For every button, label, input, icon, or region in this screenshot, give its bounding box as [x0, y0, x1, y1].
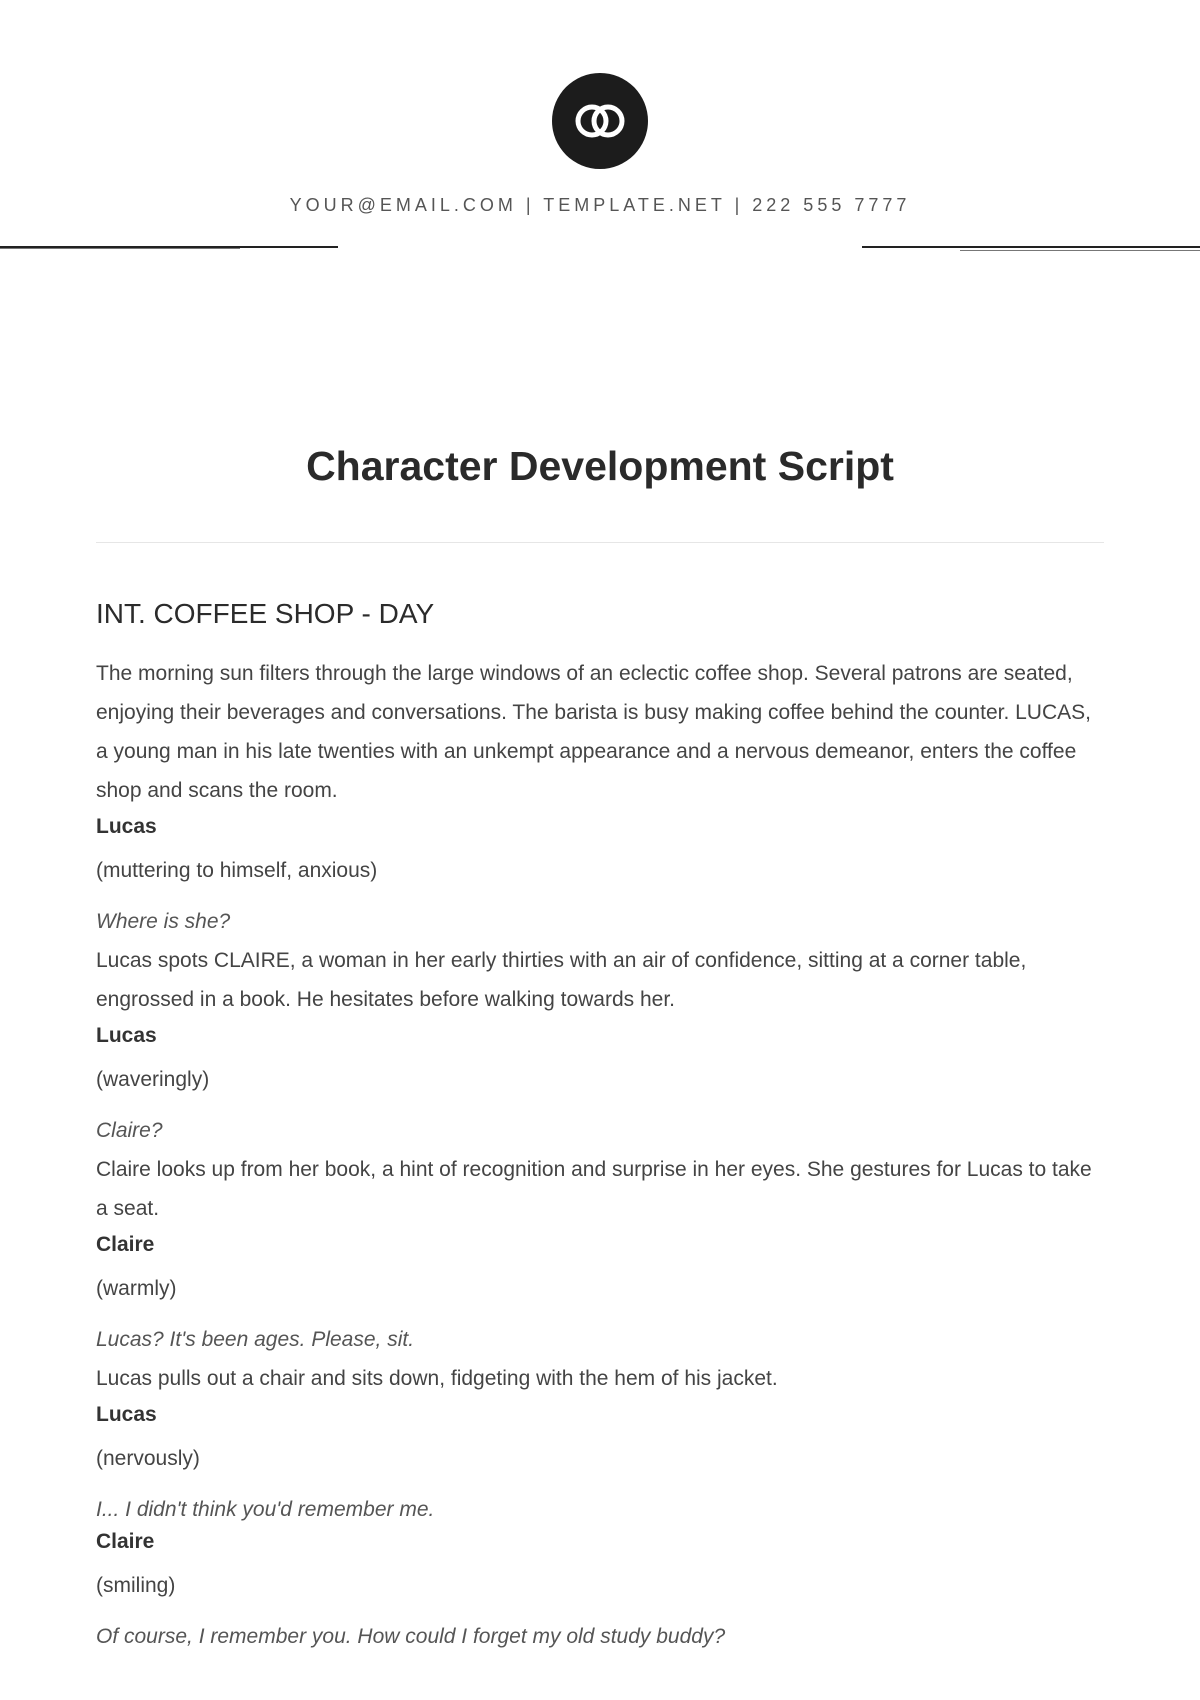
interlocked-rings-logo-icon	[552, 73, 648, 169]
character-name: Lucas	[96, 1024, 157, 1047]
character-name: Claire	[96, 1530, 155, 1553]
contact-line: YOUR@EMAIL.COM | TEMPLATE.NET | 222 555 7777	[289, 195, 911, 215]
character-name: Lucas	[96, 815, 157, 838]
parenthetical: (nervously)	[96, 1447, 200, 1470]
header-rule-right-thin	[960, 250, 1200, 251]
parenthetical: (smiling)	[96, 1574, 176, 1597]
dialogue-line: Lucas? It's been ages. Please, sit.	[96, 1328, 415, 1351]
dialogue-line: Claire?	[96, 1119, 163, 1142]
script-content	[96, 596, 1106, 1656]
character-name: Lucas	[96, 1403, 157, 1426]
page-header	[0, 0, 1200, 260]
dialogue-line: Where is she?	[96, 910, 231, 933]
action-line: Lucas pulls out a chair and sits down, fidgeting with the hem of his jacket.	[96, 1367, 778, 1390]
header-rule-left-thin	[0, 248, 240, 249]
header-rule-right	[862, 246, 1200, 248]
parenthetical: (warmly)	[96, 1277, 177, 1300]
dialogue-line: Of course, I remember you. How could I forget my old study buddy?	[96, 1625, 726, 1648]
dialogue-line: I... I didn't think you'd remember me.	[96, 1498, 435, 1521]
header-rule-left	[0, 246, 338, 248]
action-line: The morning sun filters through the large windows of an eclectic coffee shop. Several patrons are seated, enjoying their beverages and conversations. The barista is busy making coffee behind the counter. LUCAS, a young man in his late twenties with an unkempt appearance and a nervous demeanor, enters the coffee shop and scans the room.	[96, 662, 1091, 802]
character-name: Claire	[96, 1233, 155, 1256]
parenthetical: (waveringly)	[96, 1068, 210, 1091]
action-line: Lucas spots CLAIRE, a woman in her early thirties with an air of confidence, sitting at a corner table, engrossed in a book. He hesitates before walking towards her.	[96, 949, 1027, 1011]
parenthetical: (muttering to himself, anxious)	[96, 859, 378, 882]
document-title: Character Development Script	[306, 443, 894, 489]
scene-heading: INT. COFFEE SHOP - DAY	[96, 598, 435, 629]
action-line: Claire looks up from her book, a hint of recognition and surprise in her eyes. She gestures for Lucas to take a seat.	[96, 1158, 1092, 1220]
title-divider	[96, 542, 1104, 543]
